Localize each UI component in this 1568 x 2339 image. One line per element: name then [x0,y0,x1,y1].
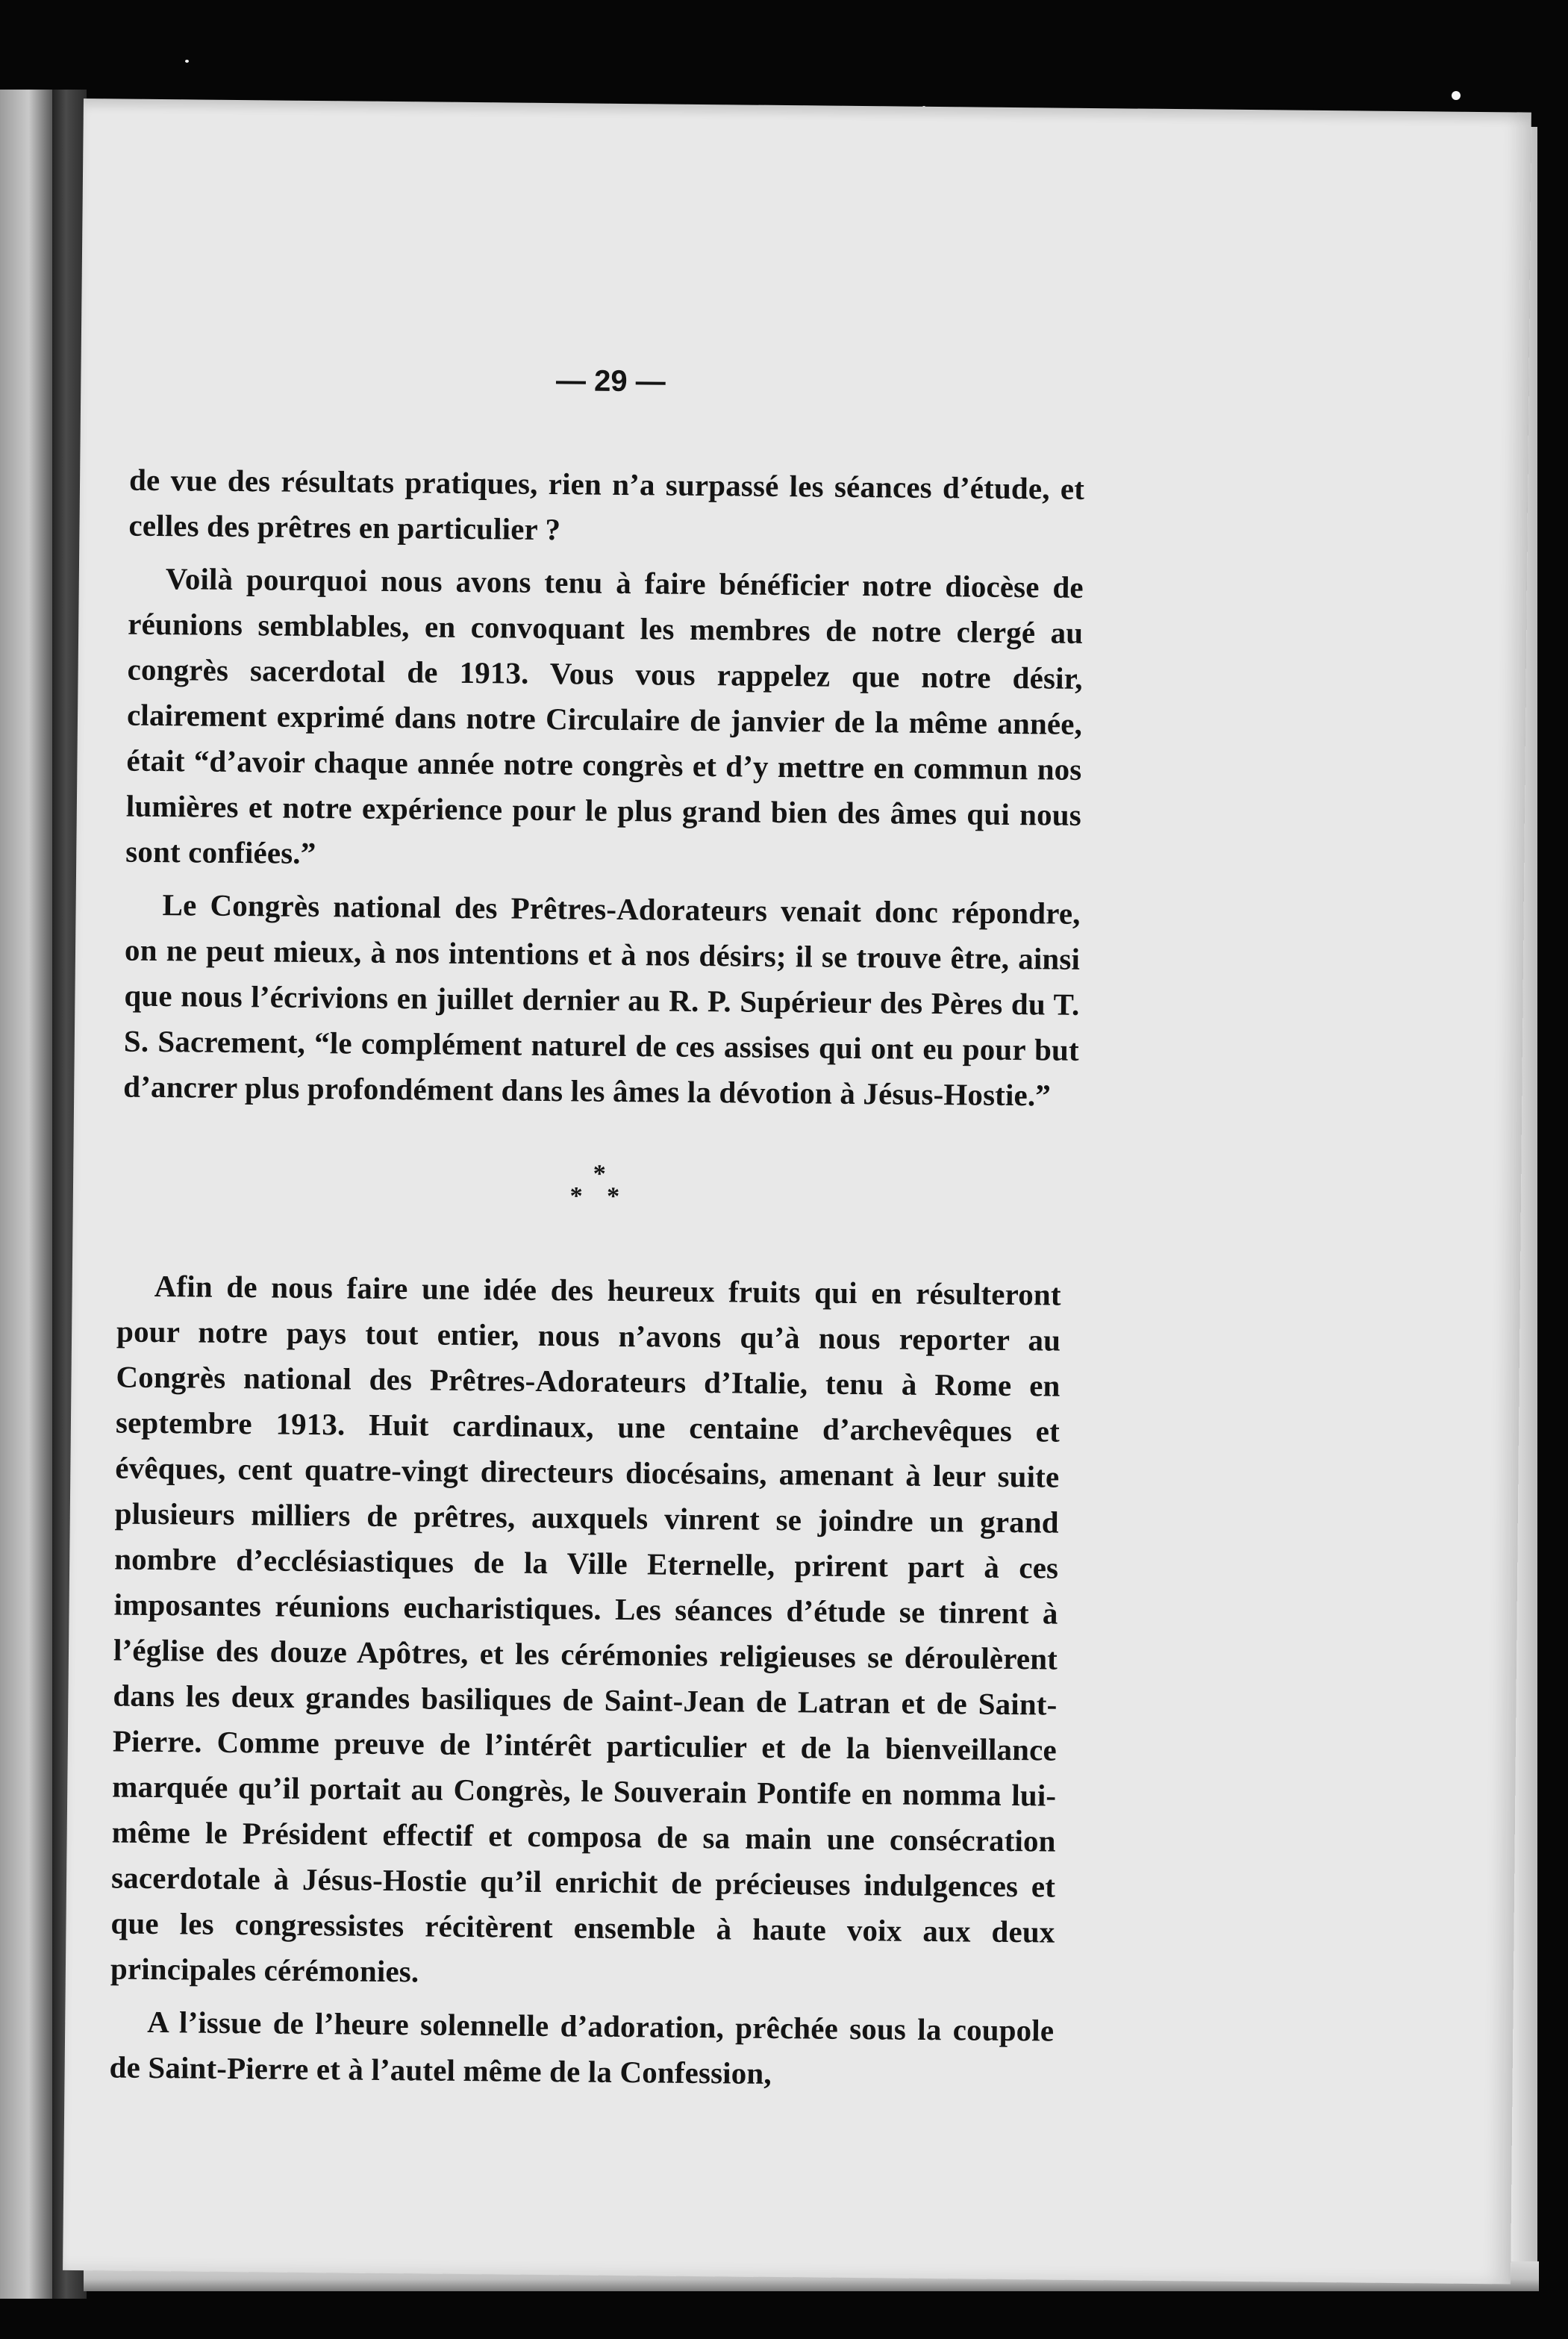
previous-page-edge [0,90,52,2299]
paragraph: Afin de nous faire une idée des heureux fruits qui en résulteront pour notre pays tout entier, nous n’avons qu’à nous reporter au Congrès national des Prêtres-Adorateurs d’Italie, tenu à Rome en septembre 1913. Huit cardinaux, une centaine d’archevêques et évêques, cent quatre-vingt directeurs diocésains, amenant à leur suite plusieurs milliers de prêtres, auxquels vinrent se joindre un grand nombre d’ecclésiastiques de la Ville Eternelle, prirent part à ces imposantes réunions eucharistiques. Les séances d’étude se tinrent à l’église des douze Apôtres, et les cérémonies religieuses se déroulèrent dans les deux grandes basiliques de Saint-Jean de Latran et de Saint-Pierre. Comme preuve de l’intérêt particulier et de la bienveillance marquée qu’il portait au Congrès, le Souverain Pontife en nomma lui-même le Président effectif et composa de sa main une consécration sacerdotale à Jésus-Hostie qu’il enrichit de précieuses indulgences et que les congressistes récitèrent ensemble à haute voix aux deux principales cérémonies. [110,1268,1061,1989]
text-section-2 [109,1264,1061,2099]
asterism-bottom: * * [569,1182,629,1211]
paragraph: de vue des résultats pratiques, rien n’a surpassé les séances d’étude, et celles des prêtres en particulier ? [128,462,1085,547]
asterism-separator [532,1160,667,1211]
asterism-top: * [593,1160,606,1188]
page-number: — 29 — [555,364,666,399]
book-page [63,99,1531,2284]
paragraph: A l’issue de l’heure solennelle d’adoration, prêchée sous la coupole de Saint-Pierre et à l’autel même de la Confession, [109,2004,1055,2090]
paragraph: Le Congrès national des Prêtres-Adorateurs venait donc répondre, on ne peut mieux, à nos intentions et à nos désirs; il se trouve être, ainsi que nous l’écrivions en juillet dernier au R. P. Supérieur des Pères du T. S. Sacrement, “le complément naturel de ces assises qui ont eu pour but d’ancrer plus profondément dans les âmes la dévotion à Jésus-Hostie.” [123,887,1081,1113]
dust-speck [185,60,189,63]
text-section-1 [123,458,1084,1119]
dust-speck [1452,91,1461,100]
paragraph: Voilà pourquoi nous avons tenu à faire bénéficier notre diocèse de réunions semblables, en convoquant les membres de notre clergé au congrès sacerdotal de 1913. Vous vous rappelez que notre désir, clairement exprimé dans notre Circulaire de janvier de la même année, était “d’avoir chaque année notre congrès et d’y mettre en commun nos lumières et notre expérience pour le plus grand bien des âmes qui nous sont confiées.” [125,561,1084,871]
